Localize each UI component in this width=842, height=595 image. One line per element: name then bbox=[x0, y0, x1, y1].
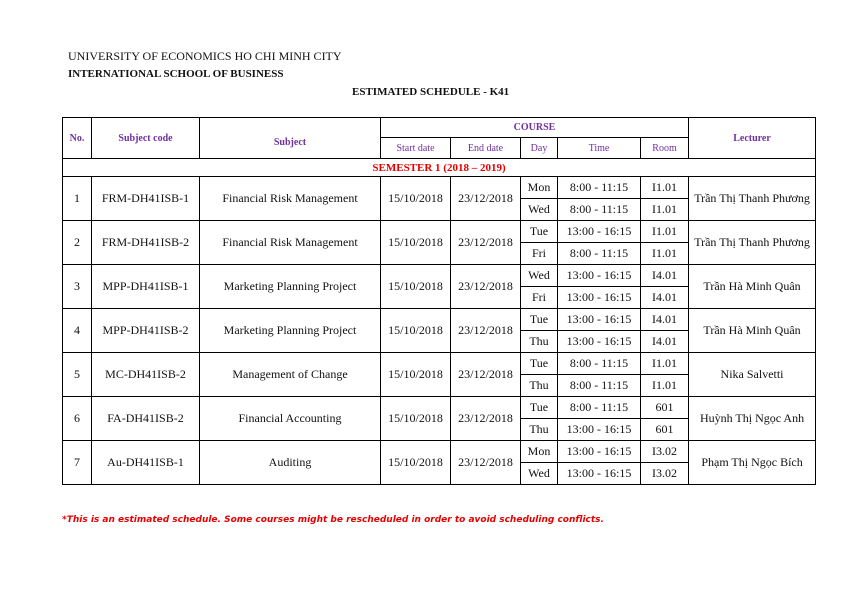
session-time: 8:00 - 11:15 bbox=[558, 353, 641, 375]
row-lecturer: Nika Salvetti bbox=[689, 353, 816, 397]
row-no: 7 bbox=[63, 441, 92, 485]
header-end-date: End date bbox=[451, 138, 521, 159]
row-end-date: 23/12/2018 bbox=[451, 397, 521, 441]
row-code: MPP-DH41ISB-1 bbox=[92, 265, 200, 309]
header-time: Time bbox=[558, 138, 641, 159]
session-day: Wed bbox=[521, 199, 558, 221]
session-time: 13:00 - 16:15 bbox=[558, 331, 641, 353]
session-day: Wed bbox=[521, 463, 558, 485]
session-time: 8:00 - 11:15 bbox=[558, 397, 641, 419]
row-start-date: 15/10/2018 bbox=[381, 265, 451, 309]
session-day: Tue bbox=[521, 397, 558, 419]
session-time: 8:00 - 11:15 bbox=[558, 177, 641, 199]
session-room: I1.01 bbox=[641, 221, 689, 243]
row-lecturer: Phạm Thị Ngọc Bích bbox=[689, 441, 816, 485]
row-no: 3 bbox=[63, 265, 92, 309]
row-end-date: 23/12/2018 bbox=[451, 309, 521, 353]
session-room: I4.01 bbox=[641, 287, 689, 309]
semester-label: SEMESTER 1 (2018 – 2019) bbox=[63, 159, 816, 177]
header-day: Day bbox=[521, 138, 558, 159]
session-room: I4.01 bbox=[641, 309, 689, 331]
session-room: 601 bbox=[641, 419, 689, 441]
row-code: Au-DH41ISB-1 bbox=[92, 441, 200, 485]
session-room: I4.01 bbox=[641, 265, 689, 287]
row-end-date: 23/12/2018 bbox=[451, 221, 521, 265]
session-room: I1.01 bbox=[641, 375, 689, 397]
header-room: Room bbox=[641, 138, 689, 159]
row-subject: Auditing bbox=[200, 441, 381, 485]
session-room: 601 bbox=[641, 397, 689, 419]
session-time: 13:00 - 16:15 bbox=[558, 441, 641, 463]
session-time: 13:00 - 16:15 bbox=[558, 309, 641, 331]
session-time: 13:00 - 16:15 bbox=[558, 463, 641, 485]
footnote: *This is an estimated schedule. Some courses might be rescheduled in order to avoid scheduling conflicts. bbox=[62, 515, 604, 525]
session-room: I1.01 bbox=[641, 243, 689, 265]
row-end-date: 23/12/2018 bbox=[451, 177, 521, 221]
session-room: I3.02 bbox=[641, 463, 689, 485]
row-code: MC-DH41ISB-2 bbox=[92, 353, 200, 397]
session-room: I1.01 bbox=[641, 177, 689, 199]
session-day: Mon bbox=[521, 177, 558, 199]
row-no: 4 bbox=[63, 309, 92, 353]
row-start-date: 15/10/2018 bbox=[381, 397, 451, 441]
session-room: I1.01 bbox=[641, 353, 689, 375]
session-room: I1.01 bbox=[641, 199, 689, 221]
row-code: FA-DH41ISB-2 bbox=[92, 397, 200, 441]
session-time: 13:00 - 16:15 bbox=[558, 419, 641, 441]
session-time: 13:00 - 16:15 bbox=[558, 265, 641, 287]
header-course: COURSE bbox=[381, 118, 689, 138]
session-time: 13:00 - 16:15 bbox=[558, 287, 641, 309]
row-lecturer: Trần Thị Thanh Phương bbox=[689, 177, 816, 221]
header-start-date: Start date bbox=[381, 138, 451, 159]
row-subject: Financial Risk Management bbox=[200, 221, 381, 265]
university-name: UNIVERSITY OF ECONOMICS HO CHI MINH CITY bbox=[68, 49, 342, 63]
header-lecturer: Lecturer bbox=[689, 118, 816, 159]
session-day: Thu bbox=[521, 331, 558, 353]
row-start-date: 15/10/2018 bbox=[381, 353, 451, 397]
session-room: I3.02 bbox=[641, 441, 689, 463]
session-day: Thu bbox=[521, 419, 558, 441]
row-start-date: 15/10/2018 bbox=[381, 309, 451, 353]
document-title: ESTIMATED SCHEDULE - K41 bbox=[352, 86, 510, 98]
row-lecturer: Trần Hà Minh Quân bbox=[689, 265, 816, 309]
session-day: Mon bbox=[521, 441, 558, 463]
row-subject: Financial Accounting bbox=[200, 397, 381, 441]
row-subject: Marketing Planning Project bbox=[200, 309, 381, 353]
row-no: 5 bbox=[63, 353, 92, 397]
row-lecturer: Huỳnh Thị Ngọc Anh bbox=[689, 397, 816, 441]
session-day: Fri bbox=[521, 287, 558, 309]
header-subject-code: Subject code bbox=[92, 118, 200, 159]
row-end-date: 23/12/2018 bbox=[451, 265, 521, 309]
session-day: Thu bbox=[521, 375, 558, 397]
session-day: Fri bbox=[521, 243, 558, 265]
header-no: No. bbox=[63, 118, 92, 159]
row-lecturer: Trần Hà Minh Quân bbox=[689, 309, 816, 353]
row-no: 1 bbox=[63, 177, 92, 221]
school-name: INTERNATIONAL SCHOOL OF BUSINESS bbox=[68, 68, 284, 80]
session-time: 8:00 - 11:15 bbox=[558, 199, 641, 221]
session-time: 8:00 - 11:15 bbox=[558, 243, 641, 265]
session-time: 13:00 - 16:15 bbox=[558, 221, 641, 243]
session-day: Tue bbox=[521, 221, 558, 243]
session-day: Wed bbox=[521, 265, 558, 287]
row-code: FRM-DH41ISB-1 bbox=[92, 177, 200, 221]
row-code: MPP-DH41ISB-2 bbox=[92, 309, 200, 353]
row-no: 2 bbox=[63, 221, 92, 265]
row-no: 6 bbox=[63, 397, 92, 441]
row-end-date: 23/12/2018 bbox=[451, 353, 521, 397]
session-day: Tue bbox=[521, 309, 558, 331]
row-subject: Marketing Planning Project bbox=[200, 265, 381, 309]
row-lecturer: Trần Thị Thanh Phương bbox=[689, 221, 816, 265]
row-start-date: 15/10/2018 bbox=[381, 221, 451, 265]
row-start-date: 15/10/2018 bbox=[381, 177, 451, 221]
row-start-date: 15/10/2018 bbox=[381, 441, 451, 485]
session-room: I4.01 bbox=[641, 331, 689, 353]
schedule-table bbox=[62, 117, 816, 485]
row-code: FRM-DH41ISB-2 bbox=[92, 221, 200, 265]
row-end-date: 23/12/2018 bbox=[451, 441, 521, 485]
session-day: Tue bbox=[521, 353, 558, 375]
header-subject: Subject bbox=[200, 118, 381, 159]
row-subject: Management of Change bbox=[200, 353, 381, 397]
session-time: 8:00 - 11:15 bbox=[558, 375, 641, 397]
row-subject: Financial Risk Management bbox=[200, 177, 381, 221]
